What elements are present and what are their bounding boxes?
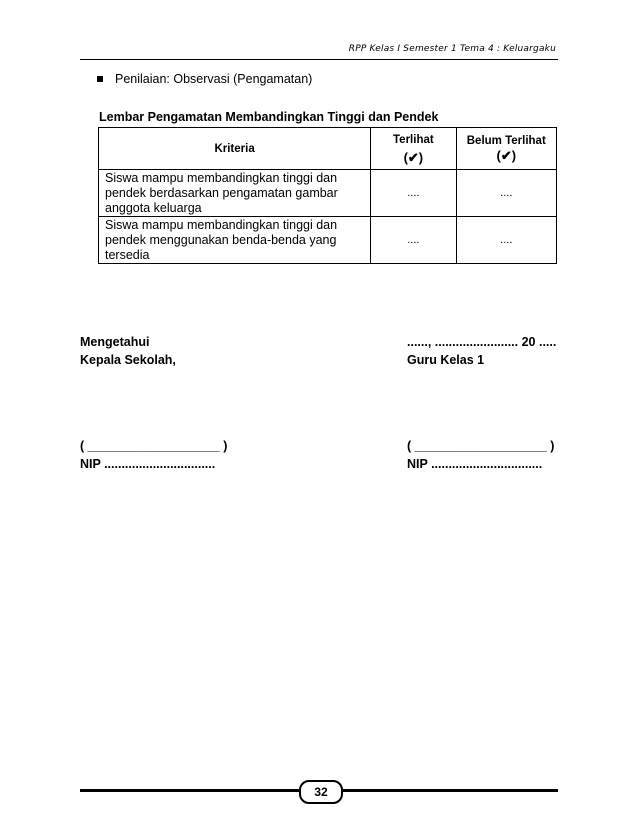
assessment-label: Penilaian: Observasi (Pengamatan) xyxy=(115,72,313,86)
page-number: 32 xyxy=(299,780,343,804)
teacher-nip: NIP ................................ xyxy=(407,457,543,471)
header-not-seen-label: Belum Terlihat xyxy=(466,135,546,147)
principal-nip: NIP ................................ xyxy=(80,457,216,471)
seen-cell: .... xyxy=(371,170,456,217)
teacher-name-line: ( ___________________ ) xyxy=(407,439,555,453)
not-seen-cell: .... xyxy=(456,170,556,217)
assessment-item xyxy=(97,72,312,86)
bullet-square-icon xyxy=(97,76,103,82)
check-mark-icon: (✔) xyxy=(403,149,424,165)
seen-cell: .... xyxy=(371,217,456,264)
acknowledge-label: Mengetahui xyxy=(80,335,150,349)
table-title: Lembar Pengamatan Membandingkan Tinggi dan Pendek xyxy=(99,110,439,124)
teacher-title: Guru Kelas 1 xyxy=(407,353,485,367)
header-seen-label: Terlihat xyxy=(393,133,434,146)
header-not-seen xyxy=(456,128,556,170)
header-title: RPP Kelas I Semester 1 Tema 4 : Keluargaku xyxy=(348,44,556,54)
header-criteria: Kriteria xyxy=(99,128,371,170)
check-mark-icon: (✔) xyxy=(496,148,517,163)
criteria-cell: Siswa mampu membandingkan tinggi dan pendek berdasarkan pengamatan gambar anggota keluarga xyxy=(99,170,371,217)
observation-table xyxy=(98,127,557,264)
not-seen-cell: .... xyxy=(456,217,556,264)
table-row xyxy=(99,170,557,217)
header-seen xyxy=(371,128,456,170)
date-line: ......, ........................ 20 ..... xyxy=(407,335,557,349)
principal-title: Kepala Sekolah, xyxy=(80,353,176,367)
table-row xyxy=(99,217,557,264)
header-divider xyxy=(80,59,558,60)
table-header-row xyxy=(99,128,557,170)
criteria-cell: Siswa mampu membandingkan tinggi dan pendek menggunakan benda-benda yang tersedia xyxy=(99,217,371,264)
principal-name-line: ( ___________________ ) xyxy=(80,439,228,453)
